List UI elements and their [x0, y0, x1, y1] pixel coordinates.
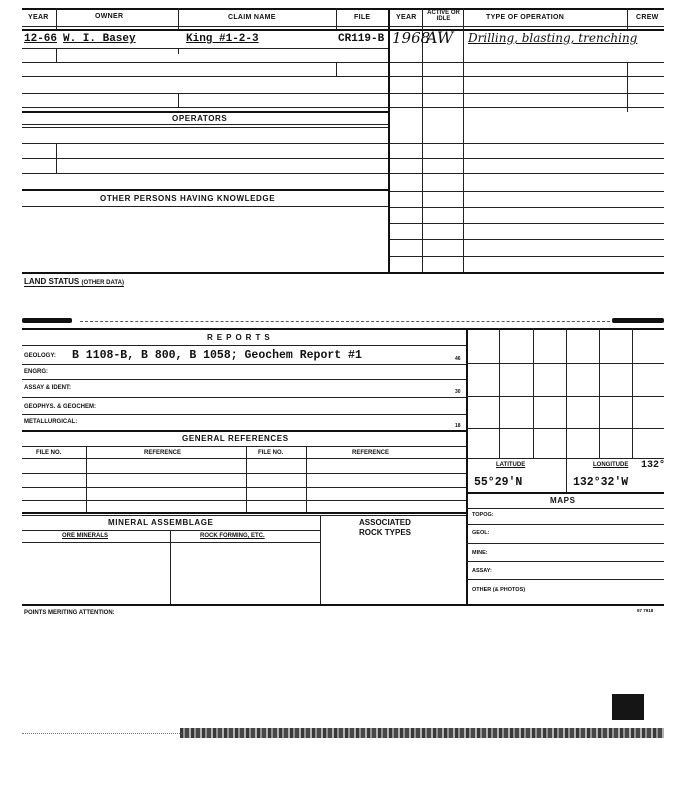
activity-active-idle-header: ACTIVE OR IDLE: [427, 10, 460, 22]
associated-rock-types-line1: ASSOCIATED: [359, 518, 411, 527]
claim-file: CR119-B: [338, 33, 385, 45]
margin-number-1: 46: [455, 356, 461, 362]
maps-mine-label: MINE:: [472, 550, 488, 556]
claim-name: King #1-2-3: [186, 33, 259, 45]
land-status-title: LAND STATUS: [24, 277, 80, 286]
margin-number-3: 18: [455, 423, 461, 429]
claims-owner-header: OWNER: [95, 13, 124, 20]
other-persons-label: OTHER PERSONS HAVING KNOWLEDGE: [100, 194, 276, 203]
claims-file-header: FILE: [354, 14, 371, 21]
metallurgical-label: METALLURGICAL:: [24, 419, 78, 425]
activity-type-header: TYPE OF OPERATION: [486, 14, 565, 21]
ref-col-reference-2: REFERENCE: [352, 450, 390, 456]
ref-col-file-no-1: FILE NO.: [36, 450, 62, 456]
mineral-assemblage-title: MINERAL ASSEMBLAGE: [108, 518, 214, 527]
maps-assay-label: ASSAY:: [472, 568, 492, 574]
activity-type-of-operation: Drilling, blasting, trenching: [468, 31, 638, 45]
margin-number-2: 30: [455, 389, 461, 395]
general-references-title: GENERAL REFERENCES: [182, 434, 289, 443]
claim-owner: W. I. Basey: [63, 33, 136, 45]
form-number: 97 7918: [637, 608, 654, 613]
ref-col-reference-1: REFERENCE: [144, 450, 182, 456]
maps-geol-label: GEOL:: [472, 530, 490, 536]
land-status-label: [24, 277, 124, 287]
latitude-label: LATITUDE: [496, 462, 526, 468]
reports-title: REPORTS: [207, 333, 274, 342]
activity-year-header: YEAR: [396, 14, 417, 21]
rock-forming-label: ROCK FORMING, ETC.: [200, 533, 265, 539]
ore-minerals-label: ORE MINERALS: [62, 533, 109, 539]
claim-year: 12-66: [24, 33, 58, 45]
maps-topog-label: TOPOG:: [472, 512, 494, 518]
maps-title: MAPS: [550, 496, 576, 505]
activity-active-idle: AW: [426, 28, 454, 47]
longitude-label: LONGITUDE: [593, 462, 629, 468]
activity-crew-header: CREW: [636, 14, 659, 21]
maps-other-label: OTHER (& PHOTOS): [472, 587, 526, 593]
latitude-value: 55°29'N: [474, 476, 523, 489]
claims-year-header: YEAR: [28, 14, 49, 21]
operators-label: OPERATORS: [172, 114, 228, 123]
associated-rock-types-line2: ROCK TYPES: [359, 528, 412, 537]
longitude-value: 132°32'W: [573, 476, 629, 489]
geology-value: B 1108-B, B 800, B 1058; Geochem Report #1: [72, 349, 362, 362]
longitude-corner-note: 132°: [641, 460, 666, 471]
land-status-subtitle: (OTHER DATA): [81, 280, 124, 286]
points-meriting-attention-label: POINTS MERITING ATTENTION:: [24, 610, 115, 616]
engrg-label: ENGRG:: [24, 369, 48, 375]
claims-claim-name-header: CLAIM NAME: [228, 14, 276, 21]
geophys-label: GEOPHYS. & GEOCHEM:: [24, 404, 97, 410]
assay-label: ASSAY & IDENT:: [24, 385, 72, 391]
geology-label: GEOLOGY:: [24, 353, 56, 359]
activity-year: 1968: [392, 29, 431, 47]
ref-col-file-no-2: FILE NO.: [258, 450, 284, 456]
